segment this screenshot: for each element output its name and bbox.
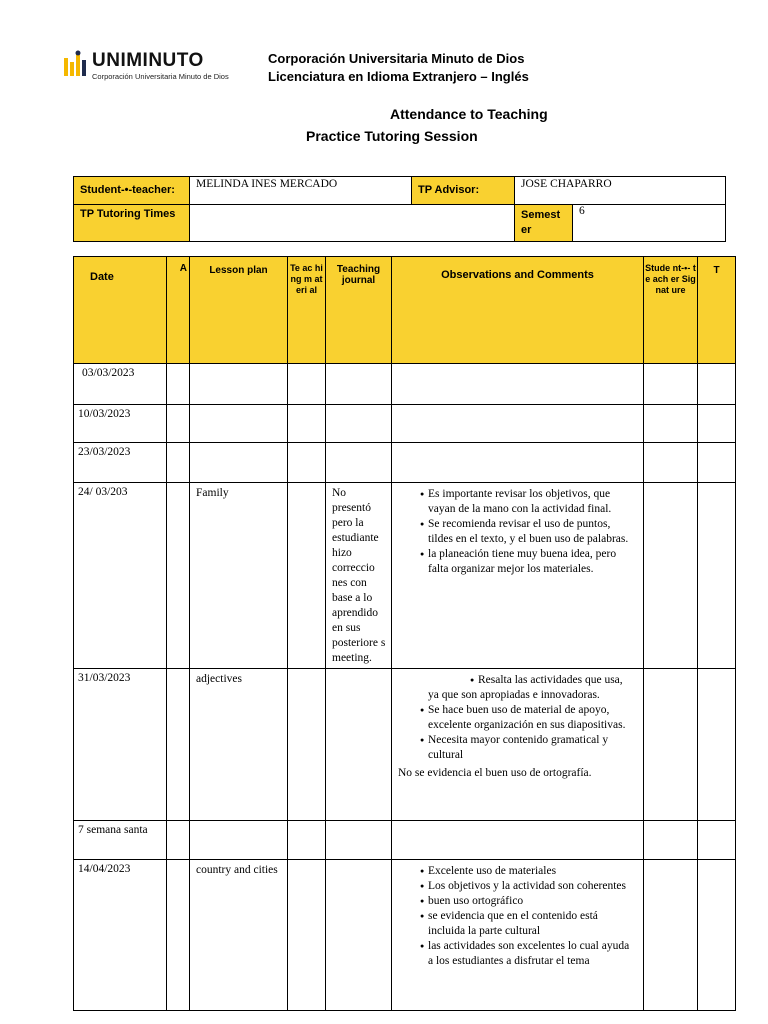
program-name: Licenciatura en Idioma Extranjero – Inglés	[268, 69, 529, 84]
student-signature-cell	[644, 443, 698, 483]
observations-list	[392, 860, 643, 973]
teaching-material-cell	[288, 821, 326, 860]
observations-list	[392, 669, 643, 767]
tutoring-times-label: TP Tutoring Times	[74, 205, 190, 242]
t-cell	[698, 860, 736, 1011]
teaching-material-cell	[288, 669, 326, 821]
advisor-value: JOSE CHAPARRO	[515, 177, 726, 205]
student-label: Student-•-teacher:	[74, 177, 190, 205]
a-cell	[167, 669, 190, 821]
a-cell	[167, 821, 190, 860]
logo-subtitle: Corporación Universitaria Minuto de Dios	[92, 72, 229, 81]
observations-cell	[392, 821, 644, 860]
observation-item: ● la planeación tiene muy buena idea, pero falta organizar mejor los materiales.	[400, 547, 633, 577]
teaching-material-cell	[288, 443, 326, 483]
date-cell: 31/03/2023	[74, 669, 167, 821]
observation-item: ● se evidencia que en el contenido está incluida la parte cultural	[400, 909, 633, 939]
a-cell	[167, 405, 190, 443]
semester-label: Semest er	[515, 205, 573, 242]
observation-item: ● Los objetivos y la actividad son coherentes	[400, 879, 633, 894]
lesson-plan-cell: country and cities	[190, 860, 288, 1011]
header-observations: Observations and Comments	[392, 257, 644, 364]
header-student-signature: Stude nt-•- te ach er Sig nat ure	[644, 257, 698, 364]
t-cell	[698, 669, 736, 821]
teaching-material-cell	[288, 364, 326, 405]
date-cell: 10/03/2023	[74, 405, 167, 443]
table-row	[74, 443, 736, 483]
header-date: Date	[74, 257, 167, 364]
student-signature-cell	[644, 483, 698, 669]
observations-cell	[392, 860, 644, 1011]
info-table	[73, 176, 726, 242]
date-cell: 03/03/2023	[74, 364, 167, 405]
teaching-journal-cell	[326, 669, 392, 821]
observations-list	[392, 483, 643, 581]
observation-item: ● buen uso ortográfico	[400, 894, 633, 909]
table-row	[74, 364, 736, 405]
student-signature-cell	[644, 860, 698, 1011]
header-lesson-plan: Lesson plan	[190, 257, 288, 364]
table-row	[74, 821, 736, 860]
date-cell: 23/03/2023	[74, 443, 167, 483]
a-cell	[167, 483, 190, 669]
observations-cell	[392, 405, 644, 443]
lesson-plan-cell	[190, 821, 288, 860]
observation-item: ● Es importante revisar los objetivos, que vayan de la mano con la actividad final.	[400, 487, 633, 517]
observation-item: ● Se recomienda revisar el uso de puntos, tildes en el texto, y el buen uso de palabras.	[400, 517, 633, 547]
header-teaching-journal: Teaching journal	[326, 257, 392, 364]
table-row	[74, 860, 736, 1011]
observation-item: ● Necesita mayor contenido gramatical y cultural	[400, 733, 633, 763]
date-cell: 14/04/2023	[74, 860, 167, 1011]
observations-cell	[392, 483, 644, 669]
date-cell: 7 semana santa	[74, 821, 167, 860]
table-header-row	[74, 257, 736, 364]
table-row	[74, 669, 736, 821]
teaching-material-cell	[288, 860, 326, 1011]
a-cell	[167, 364, 190, 405]
teaching-journal-cell	[326, 860, 392, 1011]
t-cell	[698, 443, 736, 483]
observations-cell	[392, 443, 644, 483]
teaching-material-cell	[288, 405, 326, 443]
document-title-line1: Attendance to Teaching	[390, 106, 548, 122]
student-signature-cell	[644, 821, 698, 860]
table-row	[74, 405, 736, 443]
lesson-plan-cell	[190, 443, 288, 483]
t-cell	[698, 483, 736, 669]
a-cell	[167, 443, 190, 483]
tutoring-times-value	[190, 205, 515, 242]
t-cell	[698, 821, 736, 860]
observation-item: ● Resalta las actividades que usa, ya que son apropiadas e innovadoras.	[400, 673, 633, 703]
date-cell: 24/ 03/203	[74, 483, 167, 669]
lesson-plan-cell	[190, 405, 288, 443]
uniminuto-logo	[62, 48, 242, 84]
document-title-line2: Practice Tutoring Session	[306, 128, 478, 144]
student-signature-cell	[644, 364, 698, 405]
t-cell	[698, 405, 736, 443]
header-a: A	[167, 257, 190, 364]
lesson-plan-cell: adjectives	[190, 669, 288, 821]
semester-value: 6	[573, 205, 726, 242]
observations-cell	[392, 364, 644, 405]
teaching-journal-cell	[326, 405, 392, 443]
observation-item: ● las actividades son excelentes lo cual ayuda a los estudiantes a disfrutar el tema	[400, 939, 633, 969]
header-t: T	[698, 257, 736, 364]
observations-cell	[392, 669, 644, 821]
attendance-table	[73, 256, 736, 1011]
institution-name: Corporación Universitaria Minuto de Dios	[268, 51, 525, 66]
header-teaching-material: Te ac hi ng m at eri al	[288, 257, 326, 364]
teaching-journal-cell: No presentó pero la estudiante hizo correccio nes con base a lo aprendido en sus posteriore s meeting.	[326, 483, 392, 669]
lesson-plan-cell	[190, 364, 288, 405]
student-signature-cell	[644, 669, 698, 821]
teaching-journal-cell	[326, 821, 392, 860]
table-row	[74, 483, 736, 669]
t-cell	[698, 364, 736, 405]
student-signature-cell	[644, 405, 698, 443]
observation-note: No se evidencia el buen uso de ortografía.	[398, 767, 592, 779]
lesson-plan-cell: Family	[190, 483, 288, 669]
student-value: MELINDA INES MERCADO	[190, 177, 412, 205]
logo-text: UNIMINUTO	[92, 50, 204, 71]
observation-item: ● Excelente uso de materiales	[400, 864, 633, 879]
advisor-label: TP Advisor:	[412, 177, 515, 205]
observation-item: ● Se hace buen uso de material de apoyo, excelente organización en sus diapositivas.	[400, 703, 633, 733]
institution-heading	[268, 50, 529, 86]
teaching-journal-cell	[326, 443, 392, 483]
a-cell	[167, 860, 190, 1011]
teaching-journal-cell	[326, 364, 392, 405]
teaching-material-cell	[288, 483, 326, 669]
uniminuto-logo-icon	[62, 50, 90, 80]
